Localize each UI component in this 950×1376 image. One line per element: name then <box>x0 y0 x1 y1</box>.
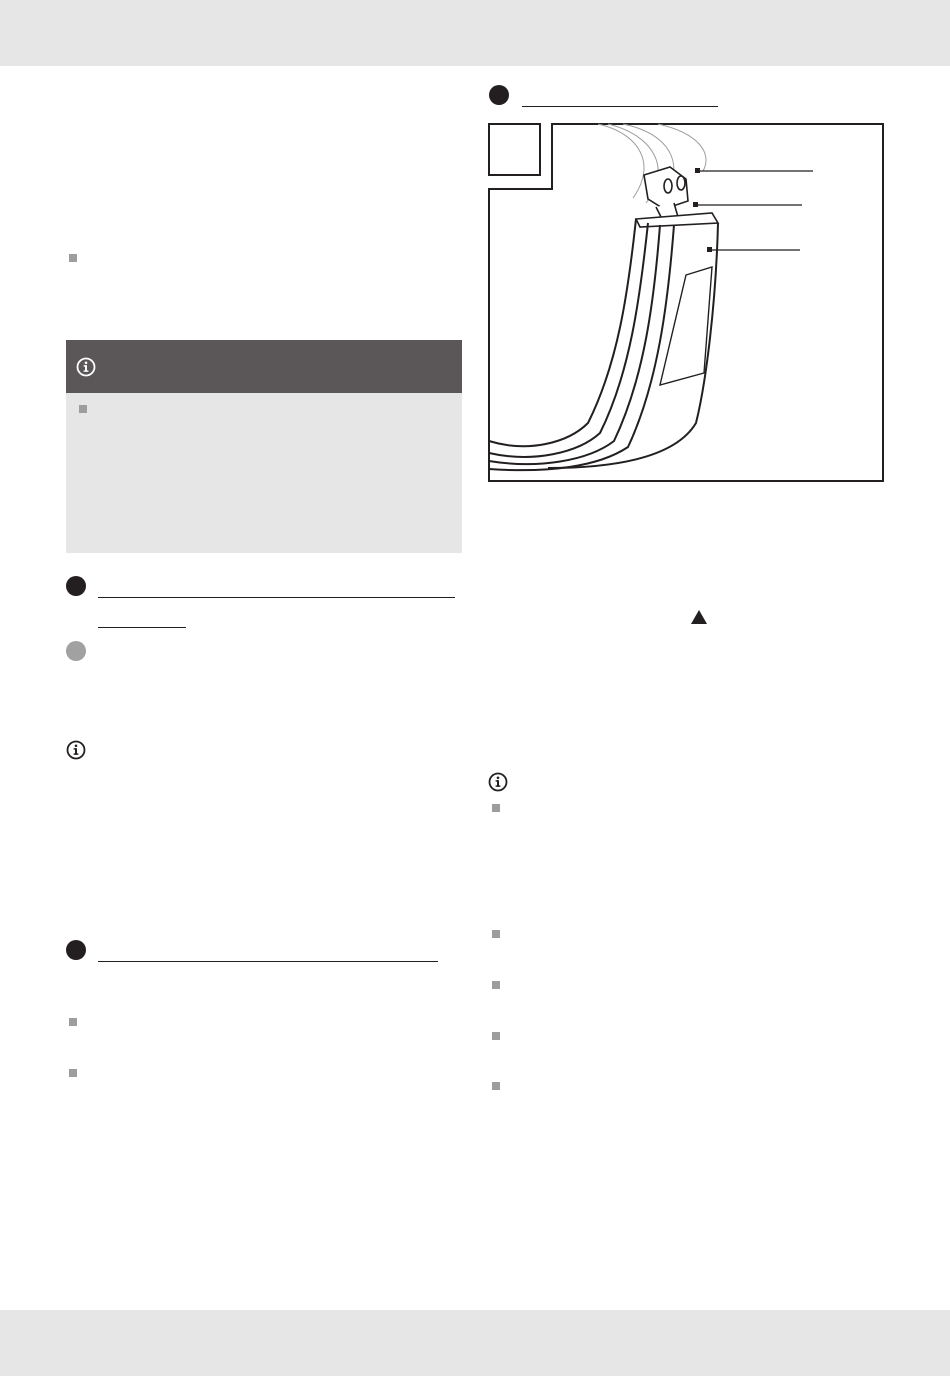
info-icon <box>76 357 96 377</box>
footer-band <box>0 1310 950 1376</box>
heading-underline <box>98 961 438 962</box>
bullet-square <box>69 254 77 262</box>
bullet-square <box>492 930 500 938</box>
figure-illustration <box>488 123 884 482</box>
heading-underline <box>522 106 718 107</box>
note-box <box>66 340 462 553</box>
note-bullet-square <box>79 405 87 413</box>
heading-underline-2 <box>98 627 186 628</box>
bullet-square <box>492 1082 500 1090</box>
bullet-square <box>492 804 500 812</box>
bullet-square <box>492 1032 500 1040</box>
step-circle <box>66 576 86 596</box>
heading-underline <box>98 597 455 598</box>
info-icon <box>66 740 86 760</box>
step-circle <box>66 940 86 960</box>
step-circle-grey <box>66 641 86 661</box>
bullet-square <box>69 1069 77 1077</box>
step-circle <box>489 85 509 105</box>
bullet-square <box>492 981 500 989</box>
triangle-up-icon <box>691 610 707 624</box>
header-band <box>0 0 950 66</box>
note-header <box>66 340 462 393</box>
info-icon <box>488 772 508 792</box>
bullet-square <box>69 1018 77 1026</box>
